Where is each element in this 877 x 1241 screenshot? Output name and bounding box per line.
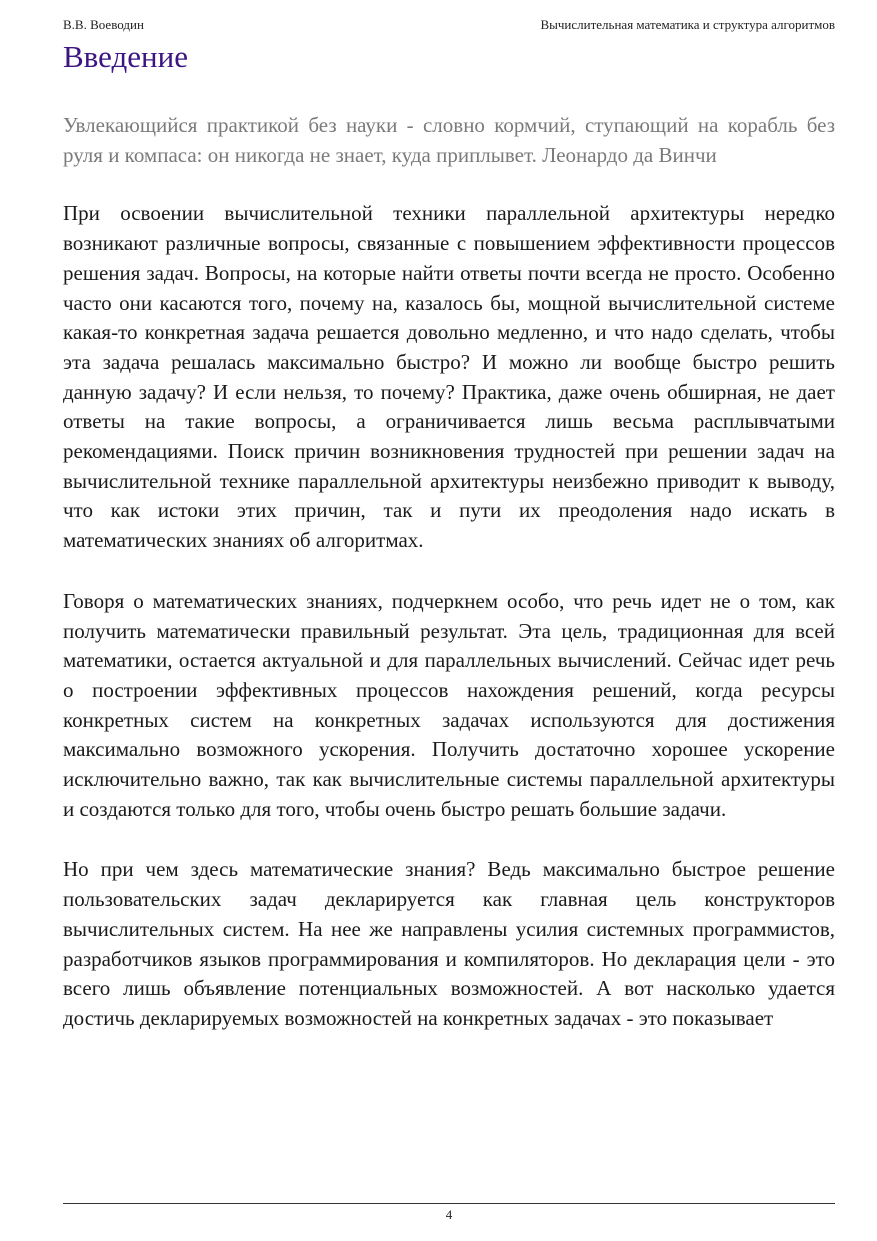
- running-header: [63, 17, 835, 33]
- paragraph-2: Говоря о математических знаниях, подчеркнем особо, что речь идет не о том, как получить математически правильный результат. Эта цель, традиционная для всей математики, остается актуальной и для параллельных вычислений. Сейчас идет речь о построении эффективных процессов нахождения решений, когда ресурсы конкретных систем на конкретных задачах используются для достижения максимально возможного ускорения. Получить достаточно хорошее ускорение исключительно важно, так как вычислительные системы параллельной архитектуры и создаются только для того, чтобы очень быстро решать большие задачи.: [63, 588, 835, 821]
- paragraph-3: Но при чем здесь математические знания? Ведь максимально быстрое решение пользовательских задач декларируется как главная цель конструкторов вычислительных систем. На нее же направлены усилия системных программистов, разработчиков языков программирования и компиляторов. Но декларация цели - это всего лишь объявление потенциальных возможностей. А вот насколько удается достичь декларируемых возможностей на конкретных задачах - это показывает: [63, 857, 835, 1030]
- document-page: [63, 0, 835, 1241]
- epigraph: Увлекающийся практикой без науки - словно кормчий, ступающий на корабль без руля и компаса: он никогда не знает, куда приплывет. Леонардо да Винчи: [63, 113, 835, 167]
- header-author: В.В. Воеводин: [63, 17, 144, 32]
- body-text: [63, 111, 835, 1065]
- header-book-title: Вычислительная математика и структура алгоритмов: [540, 17, 835, 32]
- chapter-title: Введение: [63, 39, 188, 74]
- page-number: 4: [445, 1207, 453, 1222]
- paragraph-1: При освоении вычислительной техники параллельной архитектуры нередко возникают различные вопросы, связанные с повышением эффективности процессов решения задач. Вопросы, на которые найти ответы почти всегда не просто. Особенно часто они касаются того, почему на, казалось бы, мощной вычислительной системе какая-то конкретная задача решается довольно медленно, и что надо сделать, чтобы эта задача решалась максимально быстро? И можно ли вообще быстро решить данную задачу? И если нельзя, то почему? Практика, даже очень обширная, не дает ответы на такие вопросы, а ограничивается лишь весьма расплывчатыми рекомендациями. Поиск причин возникновения трудностей при решении задач на вычислительной технике параллельной архитектуры неизбежно приводит к выводу, что как истоки этих причин, так и пути их преодоления надо искать в математических знаниях об алгоритмах.: [63, 201, 835, 553]
- footer-divider: [63, 1203, 835, 1204]
